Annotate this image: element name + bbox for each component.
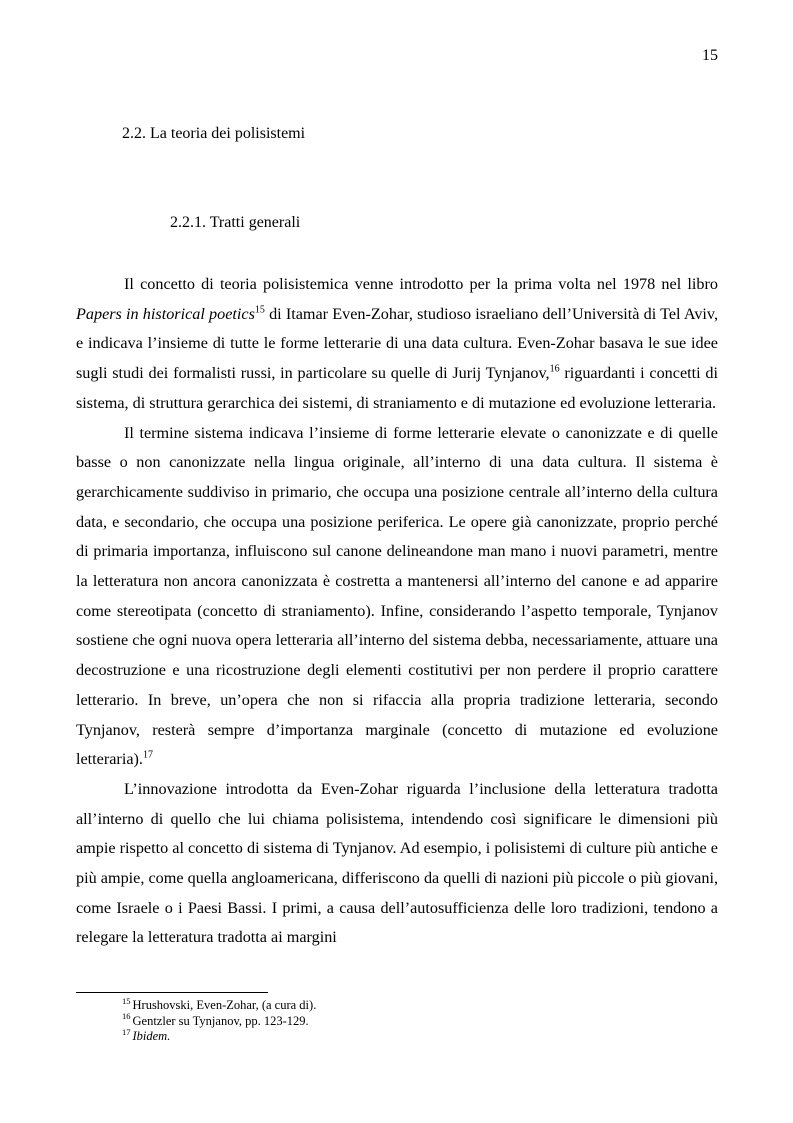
footnote-separator	[76, 992, 268, 993]
paragraph-3-text: L’innovazione introdotta da Even-Zohar riguarda l’inclusione della letteratura tradotta all’interno di quello che lui chiama polisistema, intendendo così significare le dimensioni più ampie rispetto al concetto di sistema di Tynjanov. Ad esempio, i polisistemi di culture più antiche e più ampie, come quella angloamericana, differiscono da quelli di nazioni più piccole o più giovani, come Israele o i Paesi Bassi. I primi, a causa dell’autosufficienza delle loro tradizioni, tendono a relegare la letteratura tradotta ai margini	[76, 779, 718, 947]
paragraph-3	[76, 775, 718, 953]
paragraph-1-text-a: Il concetto di teoria polisistemica venne introdotto per la prima volta nel 1978 nel libro	[124, 275, 718, 293]
footnote-text: Ibidem.	[132, 1029, 171, 1043]
footnote-ref-15: 15	[254, 304, 265, 316]
section-title: La teoria dei polisistemi	[150, 125, 306, 142]
subsection-number: 2.2.1.	[170, 214, 206, 231]
body-text	[76, 270, 718, 953]
footnote-17	[122, 1026, 682, 1045]
footnote-number: 17	[122, 1026, 131, 1037]
footnote-number: 15	[122, 995, 131, 1006]
footnotes	[122, 995, 682, 1045]
section-number: 2.2.	[122, 125, 146, 142]
book-title: Papers in historical poetics	[76, 304, 255, 323]
footnote-number: 16	[122, 1011, 131, 1022]
footnote-16	[122, 1011, 682, 1030]
footnote-text: Gentzler su Tynjanov, pp. 123-129.	[132, 1013, 309, 1028]
paragraph-1-text-b: di Itamar Even-Zohar, studioso israeliano dell’Università di Tel Aviv, e indicava l’insieme di tutte le forme letterarie di una data cultura. Even-Zohar basava le sue idee sugli studi dei formalisti russi, in particolare su quelle di Jurij Tynjanov,	[76, 304, 719, 383]
paragraph-1	[76, 270, 718, 419]
footnote-text: Hrushovski, Even-Zohar, (a cura di).	[132, 998, 317, 1012]
paragraph-1-text-c: riguardanti i concetti di sistema, di struttura gerarchica dei sistemi, di straniamento e di mutazione ed evoluzione letteraria.	[76, 364, 719, 412]
subsection-title: Tratti generali	[209, 214, 301, 231]
section-heading	[122, 125, 305, 143]
footnote-15	[122, 995, 682, 1014]
footnote-ref-17: 17	[142, 749, 153, 761]
paragraph-2-text: Il termine sistema indicava l’insieme di forme letterarie elevate o canonizzate e di quelle basse o non canonizzate nella lingua originale, all’interno di una data cultura. Il sistema è gerarchicamente suddiviso in primario, che occupa una posizione centrale all’interno della cultura data, e secondario, che occupa una posizione periferica. Le opere già canonizzate, proprio perché di primaria importanza, influiscono sul canone delineandone man mano i nuovi parametri, mentre la letteratura non ancora canonizzata è costretta a mantenersi all’interno del canone e ad apparire come stereotipata (concetto di straniamento). Infine, considerando l’aspetto temporale, Tynjanov sostiene che ogni nuova opera letteraria all’interno del sistema debba, necessariamente, attuare una decostruzione e una ricostruzione degli elementi costitutivi per non perdere il proprio carattere letterario. In breve, un’opera che non si rifaccia alla propria tradizione letteraria, secondo Tynjanov, resterà sempre d’importanza marginale (concetto di mutazione ed evoluzione letteraria).	[76, 423, 718, 769]
footnote-ref-16: 16	[549, 363, 560, 375]
paragraph-2	[76, 419, 718, 775]
page-number: 15	[702, 47, 718, 64]
subsection-heading	[170, 214, 300, 232]
